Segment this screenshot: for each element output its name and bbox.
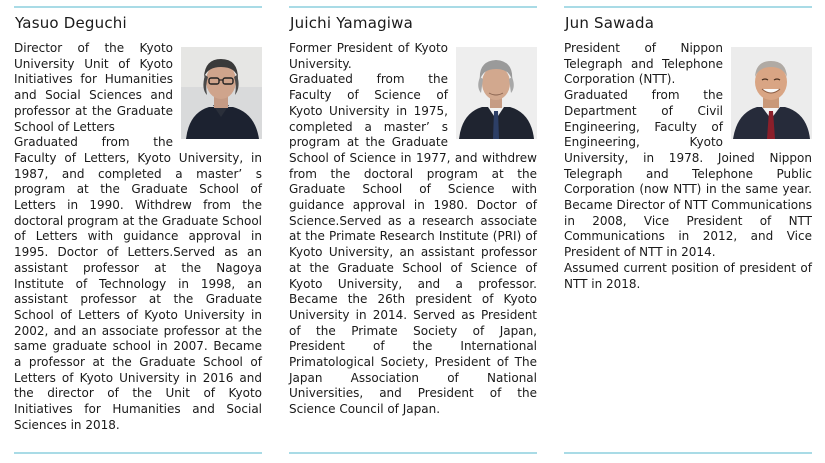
profile-role: Former President of Kyoto University. <box>289 41 448 71</box>
profile-name: Yasuo Deguchi <box>15 14 127 32</box>
bottom-divider <box>14 452 262 454</box>
profile-bio <box>14 41 262 434</box>
profile-card-jun-sawada <box>564 6 812 454</box>
profile-role: President of Nippon Telegraph and Telephone Corporation (NTT). <box>564 41 723 87</box>
top-divider <box>564 6 812 8</box>
profile-bio <box>564 41 812 359</box>
portrait-photo <box>181 47 262 139</box>
top-divider <box>289 6 537 8</box>
profile-role: Director of the Kyoto University Unit of Kyoto Initiatives for Humanities and Social Sciences and professor at the Graduate School of Letters <box>14 41 173 134</box>
profile-career: Graduated from the Department of Civil Engineering, Faculty of Engineering, Kyoto University, in 1978. Joined Nippon Telegraph and Telephone Public Corporation (now NTT) in the same year. Became Director of NTT Communications in 2008, Vice President of NTT Communications in 2012, and Vice President of NTT in 2014. <box>564 88 812 260</box>
profile-career: Graduated from the Faculty of Science of Kyoto University in 1975, completed a master’ s program at the Graduate School of Science in 1977, and withdrew from the doctoral program at the Graduate School of Science with guidance approval in 1980. Doctor of Science.Served as a research associate at the Primate Research Institute (PRI) of Kyoto University, an assistant professor at the Graduate School of Science of Kyoto University, and a professor. Became the 26th president of Kyoto University in 2014. Served as President of the Primate Society of Japan, President of the International Primatological Society, President of The Japan Association of National Universities, and President of the Science Council of Japan. <box>289 72 537 417</box>
portrait-photo <box>456 47 537 139</box>
bottom-divider <box>289 452 537 454</box>
profile-name: Jun Sawada <box>565 14 655 32</box>
profile-current-position: Assumed current position of president of NTT in 2018. <box>564 260 812 291</box>
top-divider <box>14 6 262 8</box>
profile-career: Graduated from the Faculty of Letters, Kyoto University, in 1987, and completed a master’ s program at the Graduate School of Letters in 1990. Withdrew from the doctoral program at the Graduate School of Letters with guidance approval in 1995. Doctor of Letters.Served as an assistant professor at the Nagoya Institute of Technology in 1998, an assistant professor at the Graduate School of Letters of Kyoto University in 2002, and an associate professor at the same graduate school in 2007. Became a professor at the Graduate School of Letters of Kyoto University in 2016 and the director of the Unit of Kyoto Initiatives for Humanities and Social Sciences in 2018. <box>14 135 262 432</box>
profile-card-yasuo-deguchi <box>14 6 262 454</box>
bottom-divider <box>564 452 812 454</box>
profile-name: Juichi Yamagiwa <box>290 14 414 32</box>
portrait-photo <box>731 47 812 139</box>
profile-bio <box>289 41 537 418</box>
profile-card-juichi-yamagiwa <box>289 6 537 454</box>
